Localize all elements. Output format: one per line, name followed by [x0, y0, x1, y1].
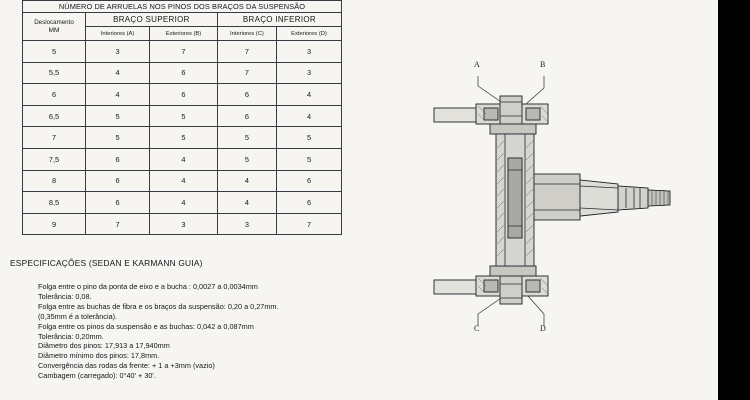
spec-line: Diâmetro dos pinos: 17,913 a 17,940mm: [38, 341, 170, 351]
cell-mm: 8: [23, 170, 86, 192]
cell-mm: 7: [23, 127, 86, 149]
cell-a: 3: [86, 41, 150, 63]
callout-label-a: A: [474, 60, 480, 69]
header-sub-d: Exteriores (D): [277, 27, 342, 41]
spec-line: Diâmetro mínimo dos pinos: 17,8mm.: [38, 351, 160, 361]
header-sub-c: Interiores (C): [217, 27, 276, 41]
table-row: [23, 41, 342, 63]
cell-d: 6: [277, 192, 342, 214]
page-edge-band: [718, 0, 750, 400]
cell-mm: 5,5: [23, 62, 86, 84]
cell-a: 5: [86, 105, 150, 127]
steering-knuckle-diagram: [404, 8, 704, 392]
cell-c: 6: [217, 84, 276, 106]
spec-line: Folga entre as buchas de fibra e os braços da suspensão: 0,20 a 0,27mm.: [38, 301, 279, 311]
header-displacement: [23, 13, 86, 41]
spec-line: Tolerância: 0,20mm.: [38, 331, 104, 341]
header-sub-b: Exteriores (B): [150, 27, 218, 41]
cell-b: 6: [150, 84, 218, 106]
table-row: [23, 170, 342, 192]
cell-mm: 9: [23, 213, 86, 235]
cell-b: 7: [150, 41, 218, 63]
cell-mm: 8,5: [23, 192, 86, 214]
cell-mm: 6: [23, 84, 86, 106]
cell-a: 4: [86, 62, 150, 84]
cell-mm: 6,5: [23, 105, 86, 127]
cell-d: 5: [277, 148, 342, 170]
cell-b: 4: [150, 148, 218, 170]
lower-joint-assembly: [476, 266, 548, 304]
table-body: [23, 41, 342, 235]
cell-d: 6: [277, 170, 342, 192]
cell-c: 7: [217, 62, 276, 84]
cell-b: 5: [150, 127, 218, 149]
callout-label-c: C: [474, 324, 480, 333]
header-sub-a: Interiores (A): [86, 27, 150, 41]
cell-c: 4: [217, 170, 276, 192]
cell-c: 5: [217, 127, 276, 149]
specifications-list: [38, 282, 360, 381]
washer-count-table: [22, 0, 342, 235]
cell-d: 7: [277, 213, 342, 235]
cell-c: 6: [217, 105, 276, 127]
table-row: [23, 105, 342, 127]
callout-label-b: B: [540, 60, 546, 69]
cell-d: 5: [277, 127, 342, 149]
header-displacement-unit: MM: [48, 26, 60, 34]
spec-line: Tolerância: 0,08.: [38, 291, 92, 301]
cell-d: 3: [277, 62, 342, 84]
callout-label-d: D: [540, 324, 546, 333]
cell-d: 4: [277, 105, 342, 127]
spindle-shaft: [534, 174, 670, 220]
cell-a: 6: [86, 192, 150, 214]
specifications-title: ESPECIFICAÇÕES (SEDAN E KARMANN GUIA): [10, 258, 203, 268]
spec-line: Folga entre os pinos da suspensão e as buchas: 0,042 a 0,087mm: [38, 321, 254, 331]
cell-a: 7: [86, 213, 150, 235]
spec-line: (0,35mm é a tolerância).: [38, 311, 118, 321]
table-header-arms: [23, 13, 342, 27]
header-lower-arm: BRAÇO INFERIOR: [217, 13, 341, 27]
cell-d: 4: [277, 84, 342, 106]
table-row: [23, 213, 342, 235]
table-row: [23, 84, 342, 106]
cell-a: 4: [86, 84, 150, 106]
table-title: NÚMERO DE ARRUELAS NOS PINOS DOS BRAÇOS DA SUSPENSÃO: [23, 1, 342, 13]
table-row: [23, 148, 342, 170]
steering-knuckle-body: [496, 134, 534, 266]
suspension-arm-shafts: [434, 108, 476, 294]
table-title-row: [23, 1, 342, 13]
cell-b: 4: [150, 170, 218, 192]
cell-mm: 7,5: [23, 148, 86, 170]
table-row: [23, 62, 342, 84]
specifications-block: [10, 258, 360, 381]
cell-c: 4: [217, 192, 276, 214]
header-displacement-label: Deslocamento: [34, 18, 74, 26]
table-row: [23, 127, 342, 149]
spec-line: Cambagem (carregado): 0°40' + 30'.: [38, 371, 156, 381]
cell-a: 6: [86, 148, 150, 170]
cell-mm: 5: [23, 41, 86, 63]
cell-a: 5: [86, 127, 150, 149]
header-upper-arm: BRAÇO SUPERIOR: [86, 13, 218, 27]
cell-c: 5: [217, 148, 276, 170]
cell-c: 7: [217, 41, 276, 63]
cell-b: 3: [150, 213, 218, 235]
cell-b: 5: [150, 105, 218, 127]
technical-drawing: [404, 8, 704, 392]
cell-c: 3: [217, 213, 276, 235]
cell-a: 6: [86, 170, 150, 192]
spec-line: Convergência das rodas da frente: + 1 a +3mm (vazio): [38, 361, 215, 371]
table-row: [23, 192, 342, 214]
cell-b: 6: [150, 62, 218, 84]
spec-line: Folga entre o pino da ponta de eixo e a bucha : 0,0027 a 0,0034mm: [38, 282, 258, 291]
washer-count-table-wrap: [22, 0, 342, 235]
cell-d: 3: [277, 41, 342, 63]
upper-joint-assembly: [476, 96, 548, 134]
cell-b: 4: [150, 192, 218, 214]
